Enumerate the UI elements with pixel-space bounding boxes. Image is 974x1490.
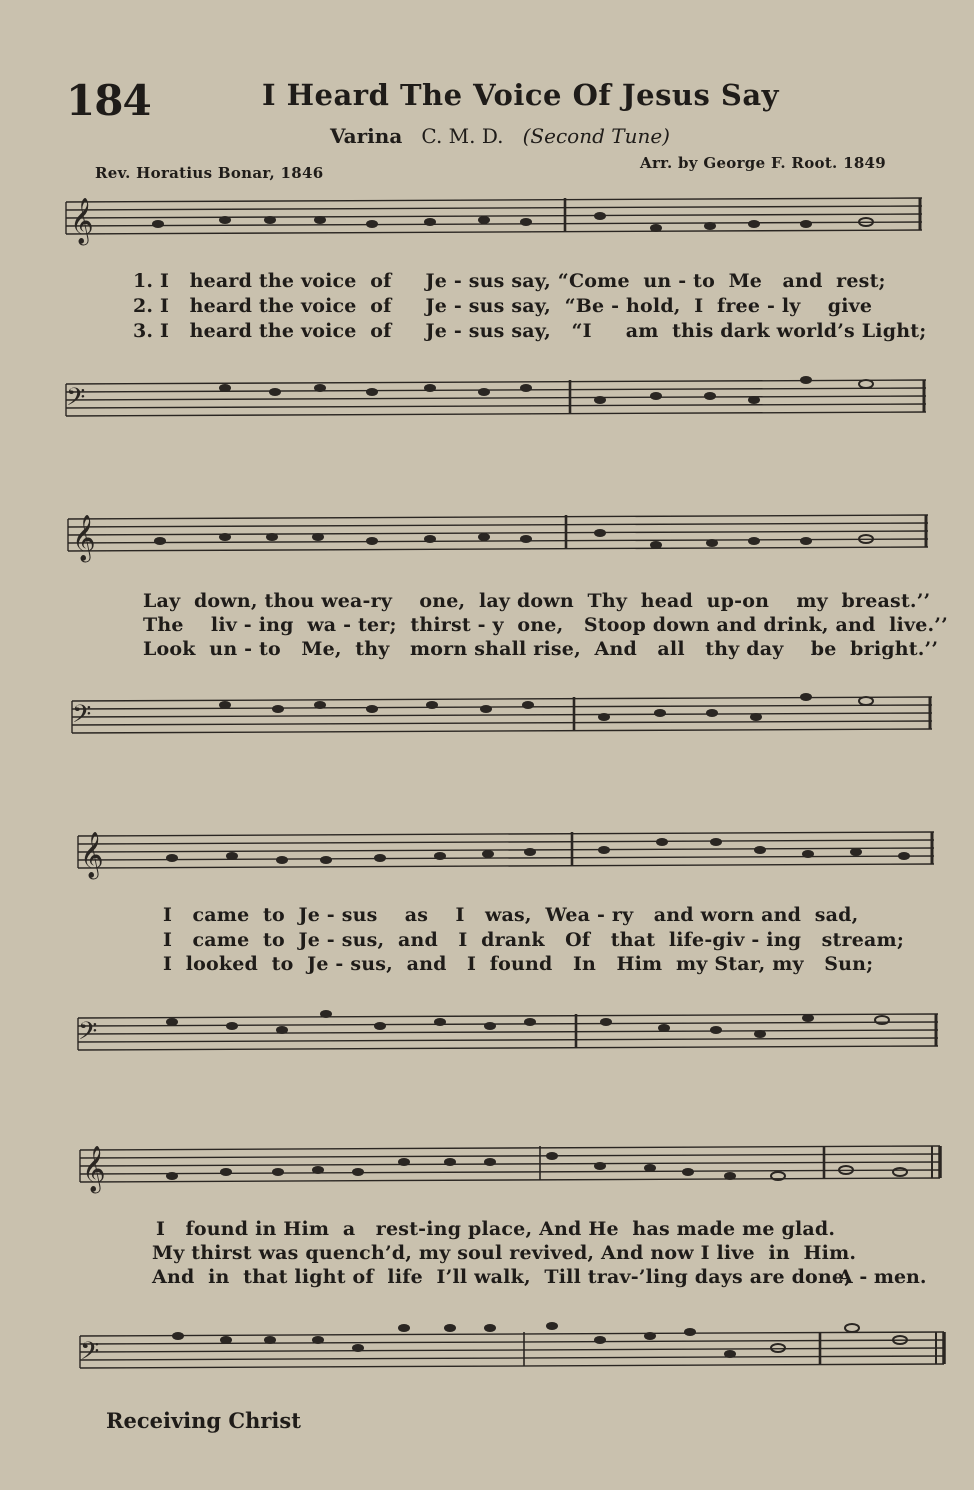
- bass-staff-3: [0, 1000, 974, 1080]
- bass-staff-4: [0, 1318, 974, 1398]
- lyric-line: The liv - ing wa - ter; thirst - y one, Stoop down and drink, and live.’’: [143, 614, 948, 636]
- bass-clef-icon: 𝄢: [80, 1337, 100, 1372]
- lyric-line: And in that light of life I’ll walk, Till trav-’ling days are done,: [152, 1266, 852, 1288]
- bass-clef-icon: 𝄢: [66, 383, 86, 418]
- lyric-line: I came to Je - sus, and I drank Of that life-giv - ing stream;: [163, 929, 905, 951]
- lyric-line: 1. I heard the voice of Je - sus say, “Come un - to Me and rest;: [133, 270, 886, 292]
- bass-clef-icon: 𝄢: [78, 1017, 98, 1052]
- lyric-line: My thirst was quench’d, my soul revived, And now I live in Him.: [152, 1242, 857, 1264]
- meter: C. M. D.: [421, 124, 504, 148]
- treble-clef-icon: 𝄞: [70, 198, 94, 244]
- amen-lyric: A - men.: [838, 1266, 927, 1288]
- treble-clef-icon: 𝄞: [82, 1146, 106, 1192]
- lyric-line: Lay down, thou wea-ry one, lay down Thy head up-on my breast.’’: [143, 590, 931, 612]
- bass-staff-1: [0, 370, 974, 450]
- lyric-line: I looked to Je - sus, and I found In Him my Star, my Sun;: [163, 953, 874, 975]
- tune-info: [330, 124, 670, 148]
- treble-clef-icon: 𝄞: [72, 515, 96, 561]
- lyric-line: I came to Je - sus as I was, Wea - ry and worn and sad,: [163, 904, 859, 926]
- hymn-title: I Heard The Voice Of Jesus Say: [262, 78, 779, 112]
- lyric-line: Look un - to Me, thy morn shall rise, And all thy day be bright.’’: [143, 638, 939, 660]
- topic-footer: Receiving Christ: [106, 1408, 301, 1433]
- tune-note: (Second Tune): [522, 124, 670, 148]
- treble-staff-3: [0, 820, 974, 900]
- lyric-line: 3. I heard the voice of Je - sus say, “I am this dark world’s Light;: [133, 320, 927, 342]
- tune-name: Varina: [330, 124, 403, 148]
- treble-staff-1: [0, 190, 974, 270]
- bass-staff-2: [0, 685, 974, 765]
- bass-clef-icon: 𝄢: [72, 700, 92, 735]
- treble-staff-4: [0, 1132, 974, 1212]
- arranger-credit: Arr. by George F. Root. 1849: [640, 154, 887, 172]
- author-credit: Rev. Horatius Bonar, 1846: [95, 164, 324, 182]
- lyric-line: 2. I heard the voice of Je - sus say, “Be - hold, I free - ly give: [133, 295, 873, 317]
- hymn-number: 184: [66, 76, 151, 125]
- lyric-line: I found in Him a rest-ing place, And He has made me glad.: [156, 1218, 836, 1240]
- treble-clef-icon: 𝄞: [80, 832, 104, 878]
- treble-staff-2: [0, 505, 974, 585]
